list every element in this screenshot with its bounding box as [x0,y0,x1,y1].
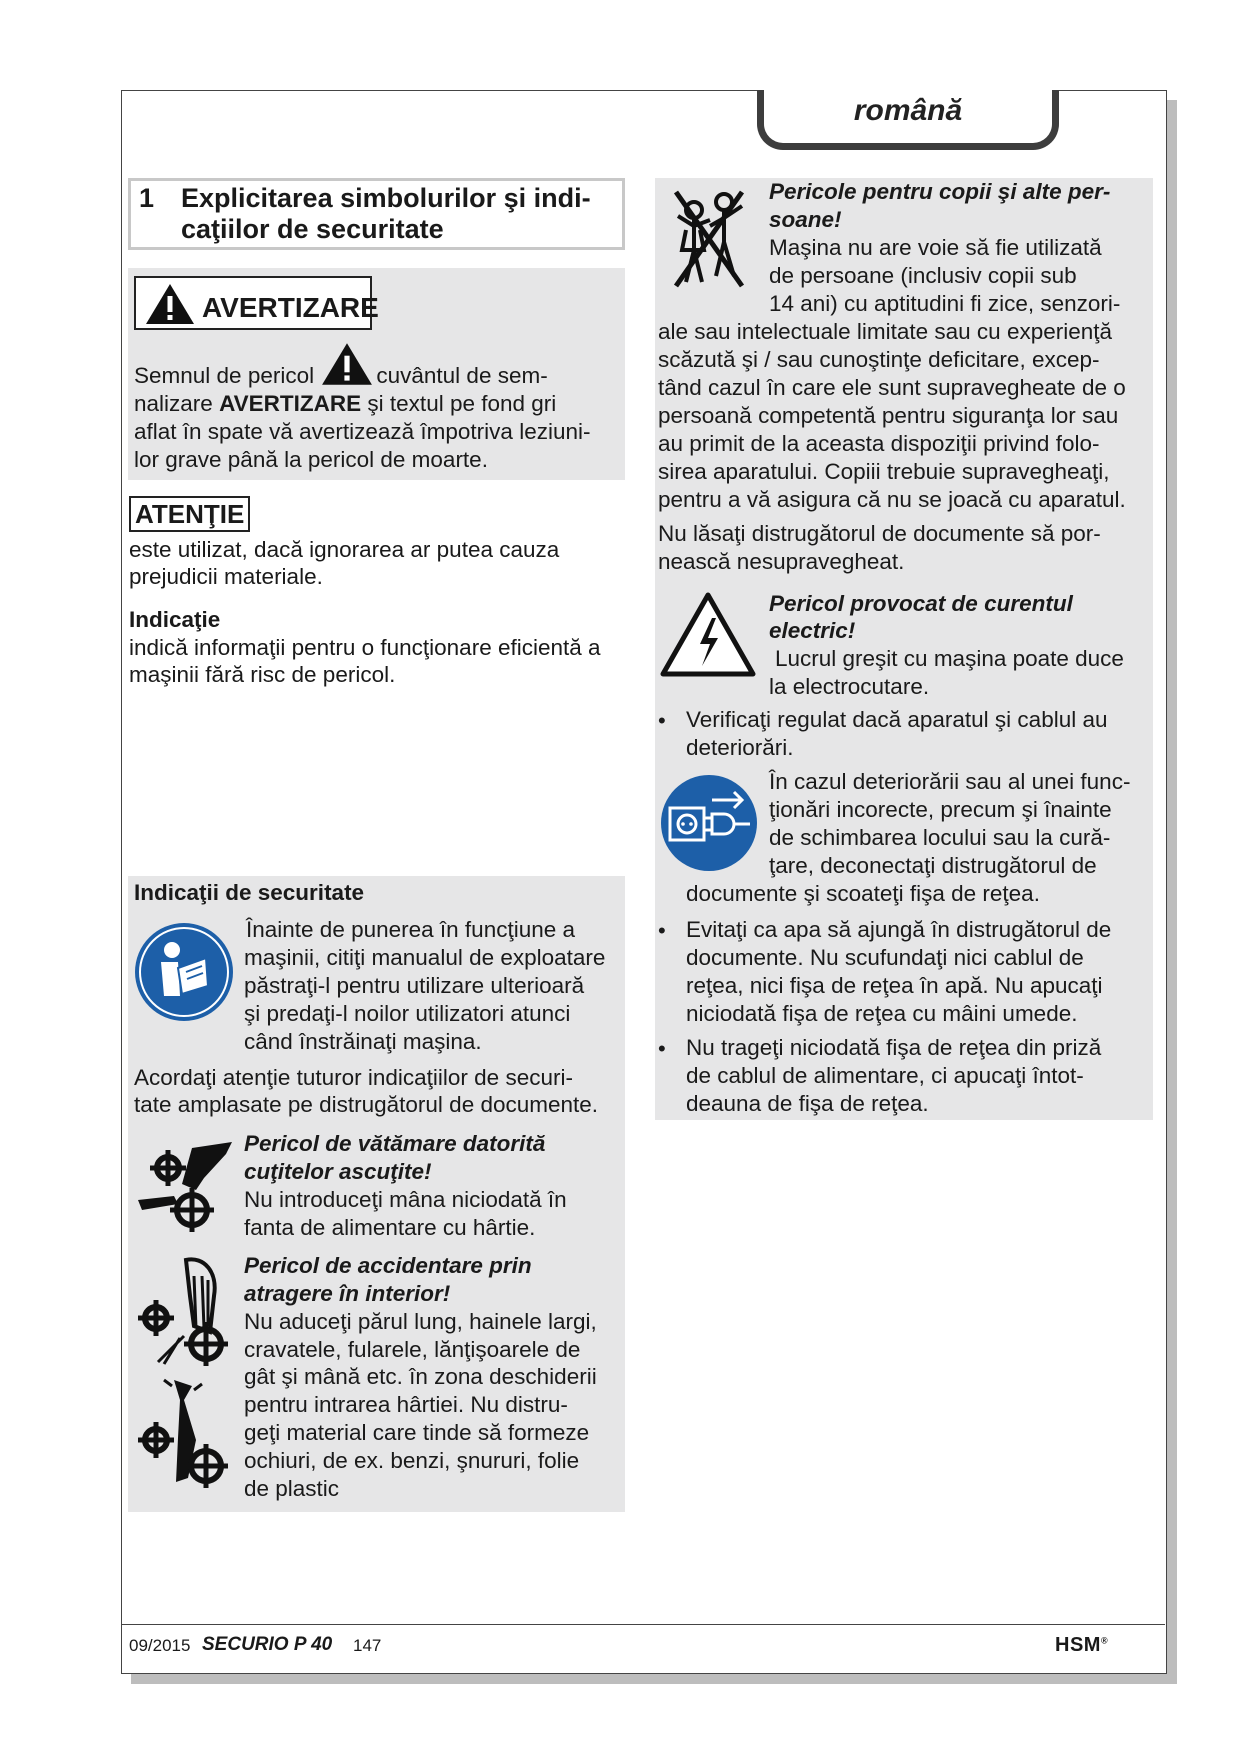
safety-attention-line-2: tate amplasate pe distrugătorul de documente. [134,1092,599,1117]
brand-logo: HSM® [1055,1634,1109,1656]
unplug-line-5: documente şi scoateţi fişa de reţea. [686,881,1040,906]
pull-text-2: cravatele, fularele, lănţişoarele de [244,1337,581,1362]
warning-line-1: Semnul de pericol cuvântul de sem- [134,362,548,390]
unplug-line-4: ţare, deconectaţi distrugătorul de [769,853,1097,878]
electric-text-1: Lucrul greşit cu maşina poate duce [775,646,1124,671]
warning-line-2: nalizare AVERTIZARE şi textul pe fond gri [134,391,557,416]
pull-title-1: Pericol de accidentare prin [244,1253,532,1278]
knives-title-1: Pericol de vătămare datorită [244,1131,546,1156]
tie-pull-icon [134,1378,234,1490]
warning-label-text: AVERTIZARE [202,292,379,323]
unplug-line-2: ţionări incorecte, precum şi înainte [769,797,1112,822]
manual-line-4: şi predaţi-l noilor utilizatori atunci [244,1001,571,1026]
manual-line-3: păstraţi-l pentru utilizare ulterioară [244,973,585,998]
section-number: 1 [139,183,155,213]
electric-title-1: Pericol provocat de curentul [769,591,1073,616]
children-text-8: au primit de la aceasta dispoziţii privind folo- [658,431,1100,456]
children-title-1: Pericole pentru copii şi alte per- [769,179,1111,204]
bullet3-line-1: Nu trageţi niciodată fişa de reţea din priză [686,1035,1102,1060]
children-text-6: tând cazul în care ele sunt supravegheate de o [658,375,1126,400]
attention-line-2: prejudicii materiale. [129,564,323,589]
electric-title-2: electric! [769,618,856,643]
children-text-3: 14 ani) cu aptitudini fi zice, senzori- [769,291,1121,316]
hair-pull-icon [134,1256,234,1368]
bullet2-line-1: Evitaţi ca apa să ajungă în distrugătorul de [686,917,1112,942]
unplug-line-1: În cazul deteriorării sau al unei func- [769,769,1131,794]
children-title-2: soane! [769,207,842,232]
bullet1-line-1: Verificaţi regulat dacă aparatul şi cablul au [686,707,1108,732]
children-text-10: pentru a vă asigura că nu se joacă cu aparatul. [658,487,1126,512]
footer-model: SECURIO P 40 [202,1634,333,1655]
pull-text-3: gât şi mână etc. în zona deschiderii [244,1364,597,1389]
bullet2-line-4: niciodată fişa de reţea cu mâini umede. [686,1001,1078,1026]
bullet2-line-2: documente. Nu scufundaţi nici cablul de [686,945,1084,970]
pull-title-2: atragere în interior! [244,1281,451,1306]
note-line-1: indică informaţii pentru o funcţionare eficientă a [129,635,601,660]
knives-text-2: fanta de alimentare cu hârtie. [244,1215,536,1240]
electric-hazard-icon [660,592,756,678]
electric-text-2: la electrocutare. [769,674,930,699]
section-title: Explicitarea simbolurilor şi indi-caţiilor de securitate [181,183,591,244]
bullet1-line-2: deteriorări. [686,735,794,760]
attention-label: ATENŢIE [129,496,250,532]
pull-text-5: geţi material care tinde să formeze [244,1420,590,1445]
children-text2-1: Nu lăsaţi distrugătorul de documente să por- [658,521,1101,546]
note-title: Indicaţie [129,607,221,632]
manual-line-5: când înstrăinaţi maşina. [244,1029,482,1054]
unplug-line-3: de schimbarea locului sau la cură- [769,825,1111,850]
pull-text-6: ochiuri, de ex. benzi, şnururi, folie [244,1448,580,1473]
footer-page-number: 147 [353,1636,382,1655]
warning-label [134,276,379,330]
children-text-7: persoană competentă pentru siguranţa lor sau [658,403,1119,428]
warning-line-4: lor grave până la pericol de moarte. [134,447,488,472]
bullet-1: • [658,708,666,733]
read-manual-icon [134,922,234,1022]
pull-text-7: de plastic [244,1476,340,1501]
bullet-3: • [658,1036,666,1061]
language-label: română [853,94,963,127]
safety-attention-line-1: Acordaţi atenţie tuturor indicaţiilor de securi- [134,1065,573,1090]
footer-divider [121,1624,1165,1625]
footer-date: 09/2015 [129,1636,191,1655]
knives-text-1: Nu introduceţi mâna niciodată în [244,1187,567,1212]
unplug-icon [660,774,758,872]
children-text-5: scăzută şi / sau cunoştinţe deficitare, excep- [658,347,1100,372]
bullet3-line-2: de cablul de alimentare, ci apucaţi întot- [686,1063,1084,1088]
knives-title-2: cuţitelor ascuţite! [244,1159,432,1184]
pull-text-4: pentru intrarea hârtiei. Nu distru- [244,1392,568,1417]
bullet3-line-3: deauna de fişa de reţea. [686,1091,929,1116]
children-text-2: de persoane (inclusiv copii sub [769,263,1077,288]
bullet-2: • [658,918,666,943]
warning-triangle-inline-icon [320,341,374,387]
warning-triangle-icon [144,282,196,326]
children-text2-2: nească nesupravegheat. [658,549,905,574]
hand-cutting-icon [134,1138,234,1238]
attention-line-1: este utilizat, dacă ignorarea ar putea cauza [129,537,560,562]
pull-text-1: Nu aduceţi părul lung, hainele largi, [244,1309,597,1334]
children-text-1: Maşina nu are voie să fie utilizată [769,235,1102,260]
warning-line-3: aflat în spate vă avertizează împotriva leziuni- [134,419,591,444]
note-line-2: maşinii fără risc de pericol. [129,662,396,687]
children-text-4: ale sau intelectuale limitate sau cu experienţă [658,319,1113,344]
bullet2-line-3: reţea, nici fişa de reţea în apă. Nu apucaţi [686,973,1103,998]
safety-title: Indicaţii de securitate [134,880,365,905]
manual-line-1: Înainte de punerea în funcţiune a [246,917,576,942]
manual-line-2: maşinii, citiţi manualul de exploatare [244,945,606,970]
language-tab [757,90,1059,150]
children-text-9: sirea aparatului. Copiii trebuie supravegheaţi, [658,459,1110,484]
section-title-box [128,178,625,250]
no-children-icon [666,186,752,290]
